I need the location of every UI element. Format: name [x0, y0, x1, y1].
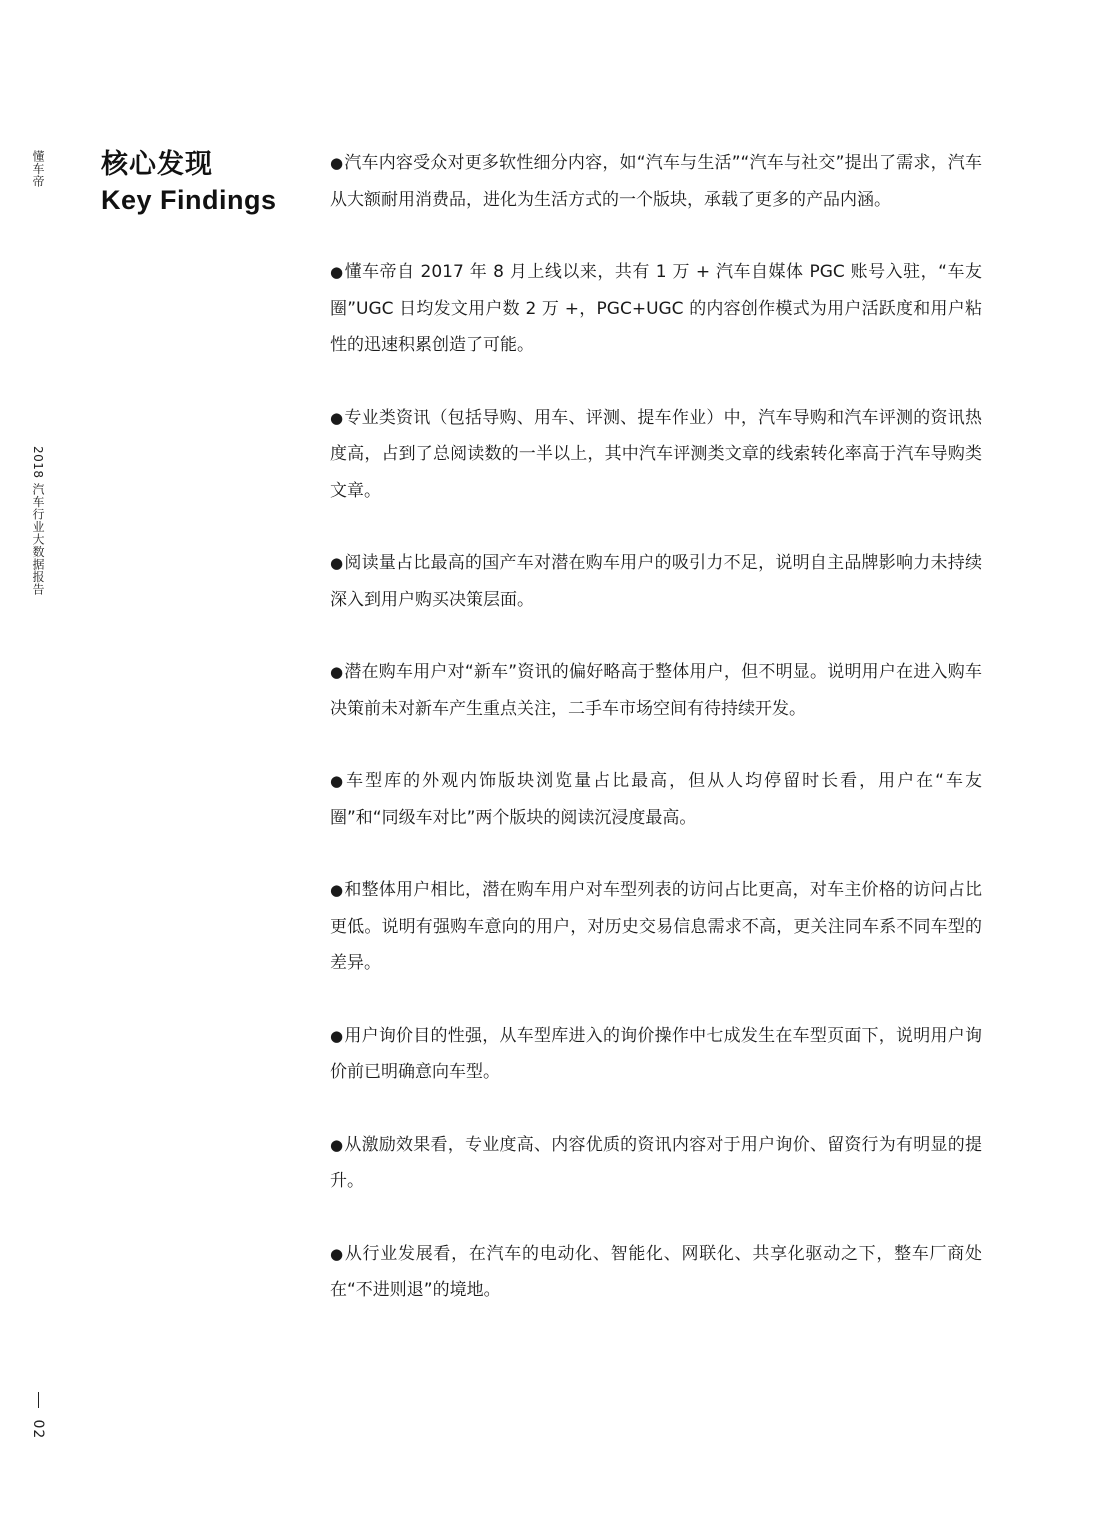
finding-text: 用户询价目的性强，从车型库进入的询价操作中七成发生在车型页面下，说明用户询价前已明确意向车型。 [330, 1025, 982, 1082]
finding-text: 从行业发展看，在汽车的电动化、智能化、网联化、共享化驱动之下，整车厂商处在“不进则退”的境地。 [330, 1243, 982, 1300]
brand-label: 懂车帝 [31, 150, 45, 188]
findings-list [330, 145, 982, 1345]
finding-item [330, 1127, 982, 1200]
bullet-icon: ● [330, 408, 344, 427]
finding-text: 车型库的外观内饰版块浏览量占比最高，但从人均停留时长看，用户在“车友圈”和“同级车对比”两个版块的阅读沉浸度最高。 [330, 771, 982, 828]
finding-item [330, 254, 982, 364]
report-title: 2018 汽车行业大数据报告 [31, 446, 45, 596]
bullet-icon: ● [330, 554, 344, 572]
finding-item [330, 1018, 982, 1091]
bullet-icon: ● [330, 772, 344, 790]
finding-text: 阅读量占比最高的国产车对潜在购车用户的吸引力不足，说明自主品牌影响力未持续深入到用户购买决策层面。 [330, 553, 982, 610]
bullet-icon: ● [330, 1135, 344, 1154]
bullet-icon: ● [330, 154, 344, 172]
finding-text: 潜在购车用户对“新车”资讯的偏好略高于整体用户，但不明显。说明用户在进入购车决策前未对新车产生重点关注，二手车市场空间有待持续开发。 [330, 662, 982, 719]
page-number-block [30, 1392, 46, 1439]
finding-text: 专业类资讯（包括导购、用车、评测、提车作业）中，汽车导购和汽车评测的资讯热度高，占到了总阅读数的一半以上，其中汽车评测类文章的线索转化率高于汽车导购类文章。 [330, 407, 982, 501]
finding-item [330, 1236, 982, 1309]
finding-text: 和整体用户相比，潜在购车用户对车型列表的访问占比更高，对车主价格的访问占比更低。说明有强购车意向的用户，对历史交易信息需求不高，更关注同车系不同车型的差异。 [330, 880, 982, 973]
section-heading [101, 148, 277, 218]
heading-english: Key Findings [101, 185, 277, 215]
finding-item [330, 145, 982, 218]
finding-item [330, 872, 982, 982]
finding-item [330, 763, 982, 836]
finding-text: 懂车帝自 2017 年 8 月上线以来，共有 1 万 + 汽车自媒体 PGC 账号入驻，“车友圈”UGC 日均发文用户数 2 万 +，PGC+UGC 的内容创作模式为用户活跃度和用户粘性的迅速积累创造了可能。 [330, 262, 982, 355]
page-number: 02 [30, 1419, 46, 1440]
finding-text: 从激励效果看，专业度高、内容优质的资讯内容对于用户询价、留资行为有明显的提升。 [330, 1134, 982, 1191]
bullet-icon: ● [330, 881, 344, 899]
bullet-icon: ● [330, 663, 344, 681]
finding-text: 汽车内容受众对更多软性细分内容，如“汽车与生活”“汽车与社交”提出了需求，汽车从大额耐用消费品，进化为生活方式的一个版块，承载了更多的产品内涵。 [330, 153, 982, 210]
bullet-icon: ● [330, 1026, 344, 1045]
page-number-dash [38, 1392, 39, 1408]
heading-chinese: 核心发现 [101, 149, 213, 180]
finding-item [330, 400, 982, 510]
bullet-icon: ● [330, 263, 344, 281]
finding-item [330, 545, 982, 618]
bullet-icon: ● [330, 1244, 344, 1263]
finding-item [330, 654, 982, 727]
